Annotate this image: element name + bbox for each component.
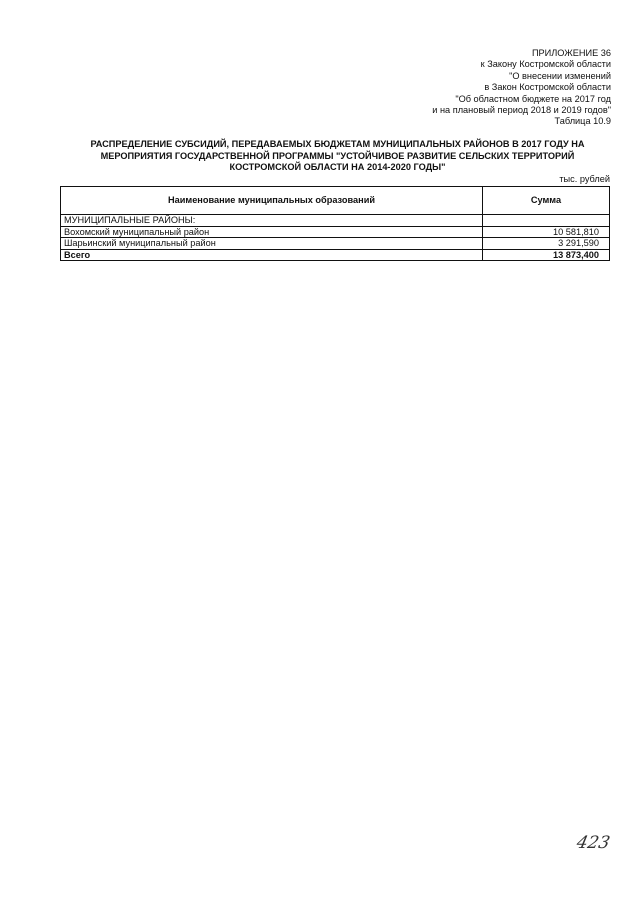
- section-amount-cell: [483, 215, 610, 227]
- header-line: и на плановый период 2018 и 2019 годов": [432, 105, 611, 116]
- header-line: "О внесении изменений: [509, 70, 611, 81]
- table-number: Таблица 10.9: [554, 116, 611, 127]
- document-title: [60, 139, 615, 174]
- title-line: МЕРОПРИЯТИЯ ГОСУДАРСТВЕННОЙ ПРОГРАММЫ "УСТОЙЧИВОЕ РАЗВИТИЕ СЕЛЬСКИХ ТЕРРИТОРИЙ: [100, 150, 575, 161]
- header-line: к Закону Костромской области: [480, 59, 611, 70]
- header-line: ПРИЛОЖЕНИЕ 36: [531, 48, 611, 58]
- district-amount: 10 581,810: [483, 226, 610, 238]
- table-row: [61, 238, 610, 250]
- total-label: Всего: [61, 249, 483, 261]
- section-label: МУНИЦИПАЛЬНЫЕ РАЙОНЫ:: [61, 215, 483, 227]
- header-line: "Об областном бюджете на 2017 год: [455, 93, 611, 104]
- total-amount: 13 873,400: [483, 249, 610, 261]
- column-header-amount: Сумма: [483, 187, 610, 215]
- district-name: Шарьинский муниципальный район: [61, 238, 483, 250]
- district-amount: 3 291,590: [483, 238, 610, 250]
- table-header-row: [61, 187, 610, 215]
- title-line: РАСПРЕДЕЛЕНИЕ СУБСИДИЙ, ПЕРЕДАВАЕМЫХ БЮДЖЕТАМ МУНИЦИПАЛЬНЫХ РАЙОНОВ В 2017 ГОДУ НА: [90, 139, 585, 149]
- district-name: Вохомский муниципальный район: [61, 226, 483, 238]
- table-row: [61, 226, 610, 238]
- subsidy-table: [60, 186, 610, 261]
- appendix-header: [432, 48, 611, 128]
- title-line: КОСТРОМСКОЙ ОБЛАСТИ НА 2014-2020 ГОДЫ": [229, 162, 446, 172]
- section-row: [61, 215, 610, 227]
- total-row: [61, 249, 610, 261]
- column-header-name: Наименование муниципальных образований: [61, 187, 483, 215]
- handwritten-page-number: 423: [574, 833, 612, 853]
- units-label: тыс. рублей: [559, 174, 610, 184]
- header-line: в Закон Костромской области: [484, 82, 611, 93]
